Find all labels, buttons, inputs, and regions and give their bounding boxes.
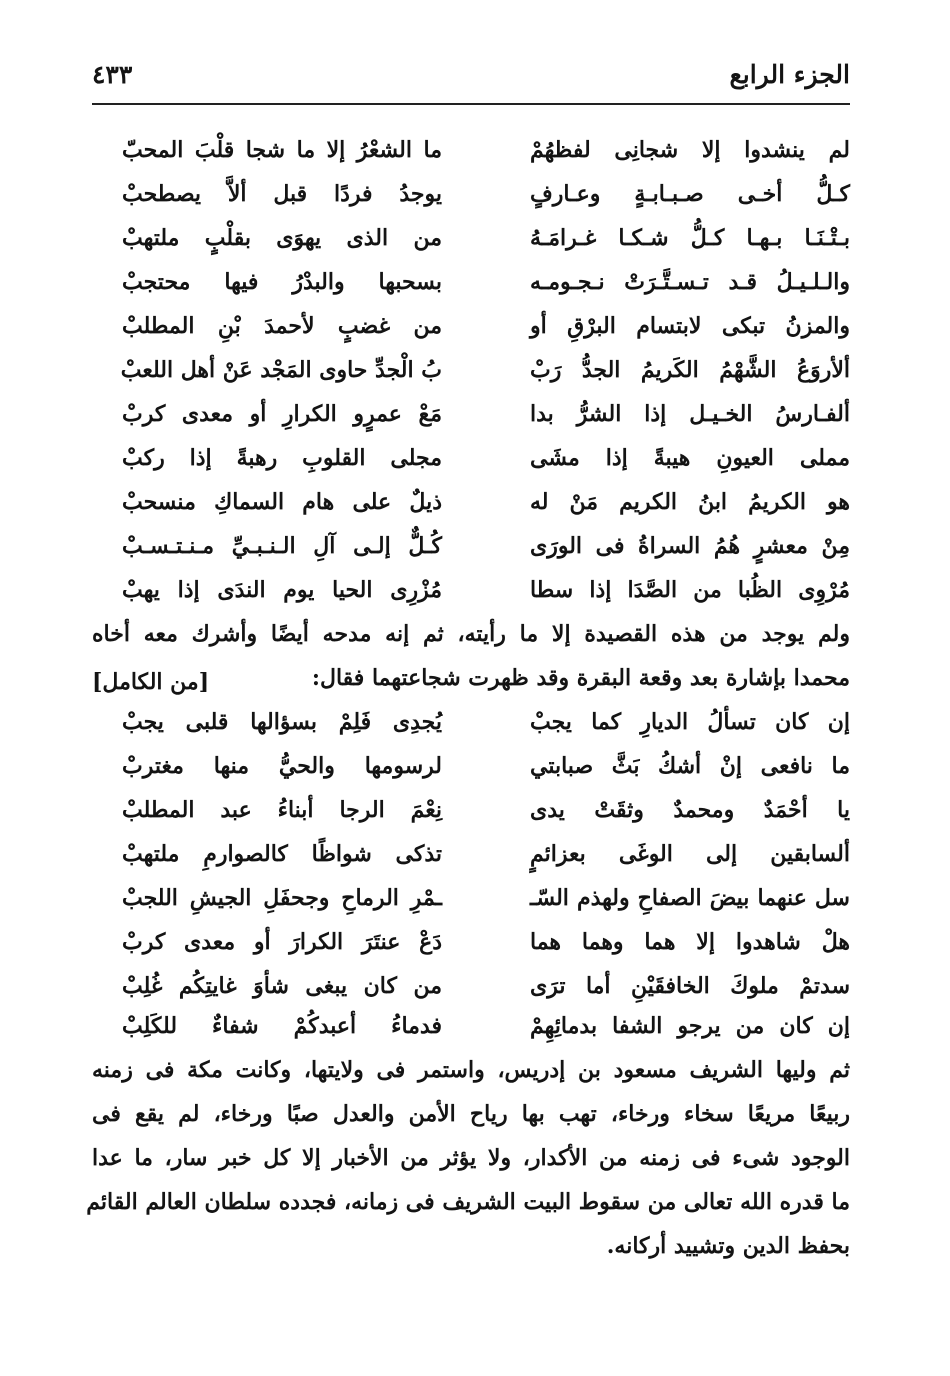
first-hemistich: مملى العيونِ هيبةً إذا مشَى xyxy=(530,445,850,471)
poem1-couplet xyxy=(92,130,850,170)
second-hemistich: بسحبها والبدْرُ فيها محتجبْ xyxy=(122,269,442,295)
second-hemistich: يُجدِى فَلِمْ بسؤالها قلبى يجبْ xyxy=(122,709,442,735)
prose-line: محمدا بإشارة بعد وقعة البقرة وقد ظهرت شجاعتهما فقال: xyxy=(311,665,850,691)
poem1-couplet xyxy=(92,350,850,390)
second-hemistich: لرسومها والحيُّ منها مغتربْ xyxy=(122,753,442,779)
prose-line: ما قدره الله تعالى من سقوط البيت الشريف فى زمانه، فجدده سلطان العالم القائم xyxy=(86,1189,850,1215)
prose-line: ولم يوجد من هذه القصيدة إلا ما رأيته، ثم إنه مدحه أيضًا وأشرك معه أخاه xyxy=(92,621,850,647)
poem1-couplet xyxy=(92,218,850,258)
prose-line: ربيعًا مريعًا سخاء ورخاء، تهب بها رياح الأمن والعدل صبًا ورخاء، لم يقع فى xyxy=(92,1101,851,1127)
first-hemistich: هو الكريمُ ابنُ الكريم مَنْ له xyxy=(530,489,850,515)
second-hemistich: دَعْ عنتَرَ الكرارَ أو معدى كربْ xyxy=(122,929,442,955)
poem2-couplet xyxy=(92,790,850,830)
running-title: الجزء الرابع xyxy=(729,60,850,89)
first-hemistich: والـلـيـلُ قـد تـسـتَّـرَتْ نـجـومـه xyxy=(530,269,850,295)
first-hemistich: والمزنُ تبكى لابتسام البرْقِ أو xyxy=(530,313,850,339)
poem2-couplet xyxy=(92,746,850,786)
poem2-couplet xyxy=(92,922,850,962)
prose-line: بحفظ الدين وتشييد أركانه. xyxy=(606,1233,850,1259)
second-hemistich: ما الشعْرُ إلا ما شجا قلْبَ المحبّ xyxy=(122,137,442,163)
first-hemistich: لم ينشدوا إلا شجانِى لفظهُمْ xyxy=(530,137,850,163)
first-hemistich: مُرْوِى الظُبا من الصَّدَا إذا سطا xyxy=(530,577,850,603)
first-hemistich: هلْ شاهدوا إلا هما وهما هما xyxy=(530,929,850,955)
poem2-couplet xyxy=(92,966,850,1006)
poem1-couplet xyxy=(92,174,850,214)
poem1-couplet xyxy=(92,262,850,302)
poem1-couplet xyxy=(92,526,850,566)
first-hemistich: إن كان تسألُ الديارِ كما يجبْ xyxy=(530,709,850,735)
page-header xyxy=(92,56,850,96)
meter-label: [من الكامل] xyxy=(92,669,210,695)
second-hemistich: بُ الْجدِّ حاوى المَجْد عَنْ أهل اللعبْ xyxy=(120,357,442,383)
second-hemistich: ـمْرِ الرماحِ وجحفَلِ الجيشِ اللجبْ xyxy=(122,885,442,911)
first-hemistich: ألسابقين إلى الوغَى بعزائمٍ xyxy=(530,841,850,867)
first-hemistich: يا أحْمَدٌ ومحمدٌ وثقَتْ يدى xyxy=(530,797,850,823)
second-hemistich: نِعْمَ الرجا أبناءُ عبد المطلبْ xyxy=(122,797,442,823)
second-hemistich: تذكى شواظًا كالصوارمِ ملتهبْ xyxy=(122,841,442,867)
second-hemistich: كُـلٌّ إلـى آلِ الـنـبـيِّ مـنـتـسـبْ xyxy=(122,533,442,559)
first-hemistich: بـتْـنَـا بـهـا كـلُّ شـكـا غـرامَـهُ xyxy=(530,225,850,251)
first-hemistich: ألأروَعُ الشَّهْمُ الكَريمُ الجدُّ رَبْ xyxy=(530,357,850,383)
first-hemistich: كـلُّ أخـى صـبـابـةٍ وعـارفٍ xyxy=(530,181,850,207)
poem2-couplet xyxy=(92,834,850,874)
header-rule xyxy=(92,103,850,105)
second-hemistich: مُزْرِى الحيا يوم الندَى إذا يهبْ xyxy=(122,577,442,603)
first-hemistich: ما نافعى إنْ أشكُ بَثَّ صبابتي xyxy=(530,753,850,779)
poem2-couplet xyxy=(92,702,850,742)
second-hemistich: ذيلٌ على هام السماكِ منسحبْ xyxy=(122,489,442,515)
second-hemistich: مَعْ عمرٍو الكرارِ أو معدى كربْ xyxy=(122,401,442,427)
second-hemistich: من كان يبغى شأوَ غايتِكُم غُلِبْ xyxy=(122,973,442,999)
second-hemistich: فدماءُ أعبدكُمْ شفاءٌ للكَلِبْ xyxy=(122,1013,442,1039)
first-hemistich: ألفـارسُ الخـيـل إذا الشرُّ بدا xyxy=(530,401,850,427)
page-number: ٤٣٣ xyxy=(92,60,133,89)
poem1-couplet xyxy=(92,438,850,478)
poem2-couplet xyxy=(92,878,850,918)
poem1-couplet xyxy=(92,482,850,522)
first-hemistich: مِنْ معشرٍ هُمُ السراةُ فى الورَى xyxy=(530,533,850,559)
poem1-couplet xyxy=(92,306,850,346)
poem2-couplet xyxy=(92,1006,850,1046)
first-hemistich: إن كان من يرجو الشفا بدمائِهِمْ xyxy=(530,1013,850,1039)
second-hemistich: مجلى القلوبِ رهبةً إذا ركبْ xyxy=(122,445,442,471)
prose-line: ثم وليها الشريف مسعود بن إدريس، واستمر فى ولايتها، وكانت مكة فى زمنه xyxy=(92,1057,850,1083)
poem1-couplet xyxy=(92,394,850,434)
poem1-couplet xyxy=(92,570,850,610)
first-hemistich: سل عنهما بيضَ الصفاحِ ولهذم السّـ xyxy=(530,885,850,911)
second-hemistich: من الذى يهوَى بقلْبٍ ملتهبْ xyxy=(122,225,442,251)
first-hemistich: سدتمْ ملوكَ الخافقَيْنِ أما ترَى xyxy=(530,973,850,999)
second-hemistich: يوجدُ فردًا قبل ألاَّ يصطحبْ xyxy=(122,181,442,207)
prose-line: الوجود شىء فى زمنه من الأكدار، ولا يؤثر من الأخبار إلا كل خبر سار، ما عدا xyxy=(92,1145,850,1171)
second-hemistich: من غضبٍ لأحمدَ بْنِ المطلبْ xyxy=(122,313,442,339)
